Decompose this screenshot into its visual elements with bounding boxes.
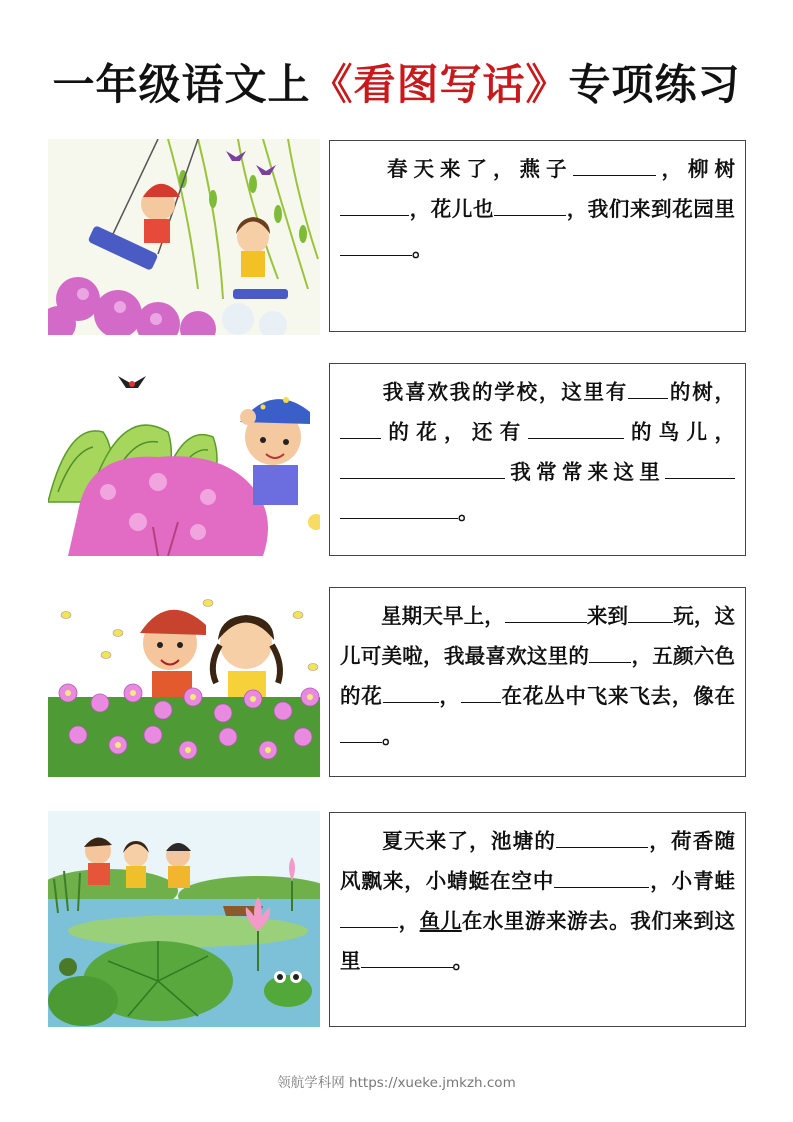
answer-blank[interactable] xyxy=(505,602,587,623)
exercise-3-text: 星期天早上， 来到 玩，这儿可美啦，我最喜欢这里的 ，五颜六色的花 ， 在花丛中飞来飞去，像在。 xyxy=(340,604,736,748)
answer-blank[interactable] xyxy=(361,947,453,968)
answer-blank[interactable] xyxy=(665,458,735,479)
answer-blank[interactable] xyxy=(340,195,409,216)
title-part-2: 《看图写话》 xyxy=(310,60,569,109)
pond-illustration xyxy=(48,811,320,1027)
answer-blank[interactable] xyxy=(340,235,412,256)
answer-blank[interactable] xyxy=(628,378,668,399)
footer-watermark: 领航学科网 https://xueke.jmkzh.com xyxy=(277,1075,516,1091)
answer-blank[interactable] xyxy=(461,682,501,703)
answer-blank[interactable] xyxy=(340,907,398,928)
answer-blank[interactable] xyxy=(340,722,382,743)
swing-illustration xyxy=(48,139,320,335)
answer-blank[interactable] xyxy=(528,418,624,439)
exercise-3-box xyxy=(329,587,746,777)
title-part-3: 专项练习 xyxy=(568,60,741,109)
title-part-1: 一年级语文上 xyxy=(52,60,311,109)
exercise-1-box xyxy=(329,140,746,332)
answer-blank[interactable] xyxy=(573,155,656,176)
page-title xyxy=(0,52,793,112)
answer-blank[interactable] xyxy=(340,498,458,519)
answer-blank[interactable] xyxy=(589,642,631,663)
answer-blank[interactable] xyxy=(340,458,505,479)
answer-blank[interactable] xyxy=(494,195,566,216)
exercise-2-box xyxy=(329,363,746,556)
exercise-4-text: 夏天来了，池塘的 ，荷香随风飘来，小蜻蜓在空中 ，小青蛙，鱼儿在水里游来游去。我们来到这里 。 xyxy=(340,829,736,973)
underlined-word: 鱼儿 xyxy=(419,909,462,933)
flower-bed-illustration xyxy=(48,585,320,777)
exercise-1-text: 春天来了，燕子 ，柳树，花儿也 ，我们来到花园里。 xyxy=(340,149,735,269)
exercise-4-box xyxy=(329,812,746,1027)
school-garden-illustration xyxy=(48,362,320,556)
answer-blank[interactable] xyxy=(554,867,649,888)
answer-blank[interactable] xyxy=(628,602,673,623)
answer-blank[interactable] xyxy=(556,827,648,848)
exercise-2-text: 我喜欢我的学校，这里有 的树，的花，还有 的鸟儿，我常常来这里。 xyxy=(340,372,735,532)
answer-blank[interactable] xyxy=(340,418,381,439)
answer-blank[interactable] xyxy=(383,682,439,703)
